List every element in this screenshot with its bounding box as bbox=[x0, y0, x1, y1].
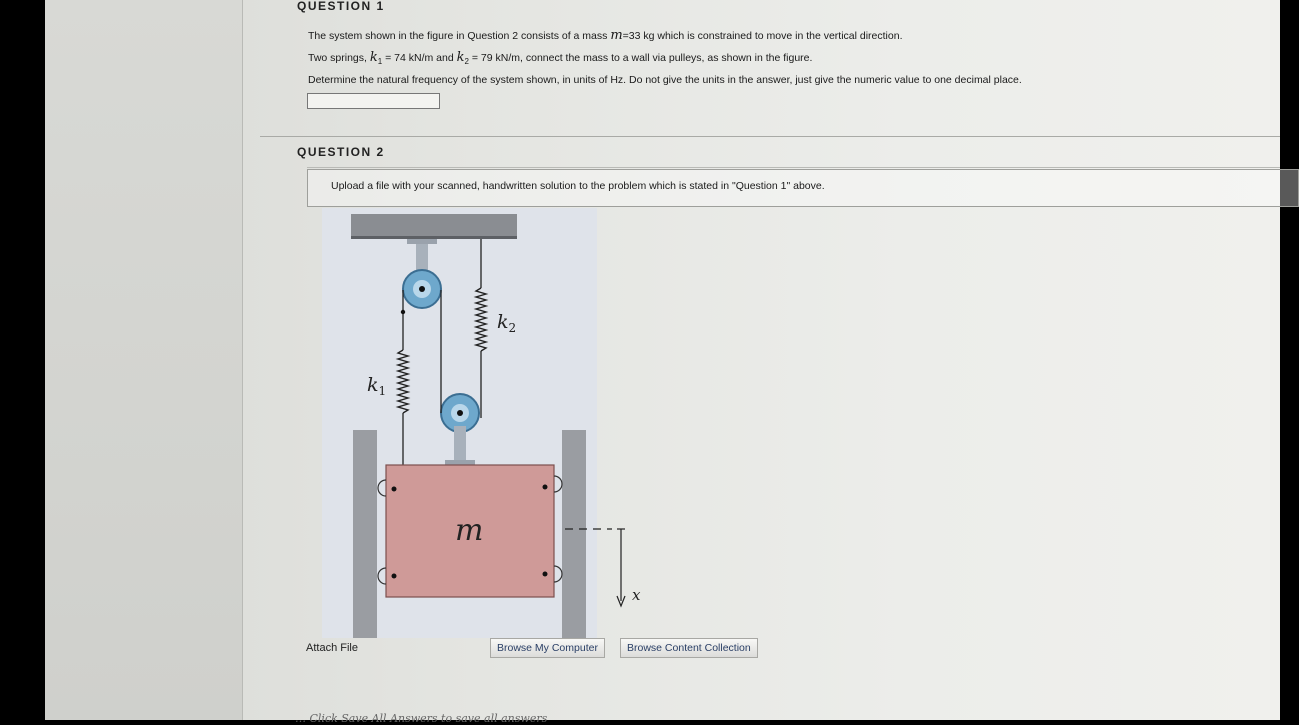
browser-content bbox=[45, 0, 1280, 725]
right-guide-wall bbox=[562, 430, 586, 638]
footer-partial-text: … Click Save All Answers to save all answers bbox=[295, 712, 548, 725]
question-2-heading: QUESTION 2 bbox=[297, 145, 385, 159]
question-2-rule bbox=[307, 167, 1280, 168]
question-1-line-1: The system shown in the figure in Question 2 consists of a mass m=33 kg which is constrained to move in the vertical direction. bbox=[308, 28, 903, 43]
question-1-line-3: Determine the natural frequency of the system shown, in units of Hz. Do not give the units in the answer, just give the numeric value to one decimal place. bbox=[308, 74, 1022, 86]
k1-label: $k_1$ bbox=[367, 374, 387, 398]
mass-label: m bbox=[455, 513, 484, 548]
pulley-spring-mass-figure bbox=[307, 208, 641, 638]
ceiling-wall bbox=[351, 214, 517, 238]
x-label: x bbox=[632, 586, 641, 604]
upload-instruction: Upload a file with your scanned, handwritten solution to the problem which is stated in "Question 1" above. bbox=[331, 180, 825, 192]
section-divider bbox=[260, 136, 1280, 137]
question-1-heading: QUESTION 1 bbox=[297, 0, 385, 13]
browse-my-computer-button[interactable]: Browse My Computer bbox=[490, 638, 605, 658]
question-1-line-2: Two springs, $k_1 = 74$ kN/m and $k_2 = 79$ kN/m, connect the mass to a wall via pulleys, as shown in the figure. bbox=[308, 50, 813, 67]
attach-file-label: Attach File bbox=[306, 642, 358, 654]
top-pulley bbox=[403, 270, 441, 308]
browse-content-collection-button[interactable]: Browse Content Collection bbox=[620, 638, 758, 658]
left-sidebar bbox=[45, 0, 243, 720]
k2-label: $k_2$ bbox=[497, 311, 517, 335]
answer-input[interactable] bbox=[307, 93, 440, 109]
left-guide-wall bbox=[353, 430, 377, 638]
